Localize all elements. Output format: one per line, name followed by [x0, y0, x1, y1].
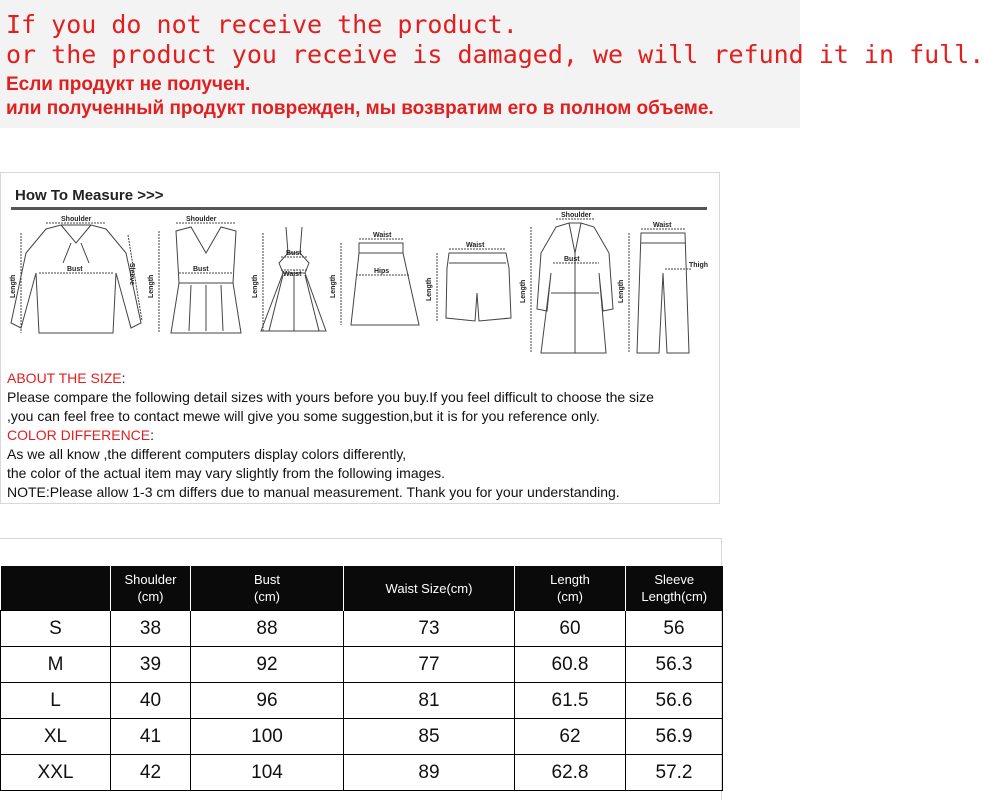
label-length: Length	[520, 279, 527, 303]
waist-cell: 73	[344, 611, 515, 647]
header-size	[1, 566, 111, 611]
label-waist: Waist	[466, 242, 485, 249]
table-row	[1, 683, 723, 719]
header-shoulder: Shoulder (cm)	[111, 566, 191, 611]
length-cell: 60.8	[515, 647, 626, 683]
shoulder-cell: 40	[111, 683, 191, 719]
length-cell: 60	[515, 611, 626, 647]
label-thigh: Thigh	[689, 262, 709, 269]
label-length: Length	[330, 274, 337, 298]
measurement-note: NOTE:Please allow 1-3 cm differs due to manual measurement. Thank you for your understanding.	[7, 484, 620, 500]
label-length: Length	[252, 274, 259, 298]
shoulder-cell: 41	[111, 719, 191, 755]
waist-cell: 89	[344, 755, 515, 791]
length-cell: 62.8	[515, 755, 626, 791]
bust-cell: 104	[191, 755, 344, 791]
header-length: Length (cm)	[515, 566, 626, 611]
header-bust: Bust (cm)	[191, 566, 344, 611]
size-table-header	[1, 566, 723, 611]
color-difference-heading: COLOR DIFFERENCE:	[7, 427, 155, 443]
label-length: Length	[10, 274, 17, 298]
coat-illustration	[520, 212, 613, 353]
banner-line-3: Если продукт не получен.	[6, 74, 251, 95]
label-hips: Hips	[374, 268, 390, 275]
bust-cell: 100	[191, 719, 344, 755]
table-row	[1, 719, 723, 755]
about-size-text-1: Please compare the following detail sizes with yours before you buy.If you feel difficult to choose the size	[7, 389, 654, 405]
sleeve-cell: 56.3	[626, 647, 723, 683]
waist-cell: 81	[344, 683, 515, 719]
sleeve-cell: 56.9	[626, 719, 723, 755]
bust-cell: 96	[191, 683, 344, 719]
sleeve-cell: 57.2	[626, 755, 723, 791]
size-cell: L	[1, 683, 111, 719]
refund-banner	[0, 0, 984, 128]
sleeve-cell: 56	[626, 611, 723, 647]
label-waist: Waist	[653, 222, 672, 229]
label-shoulder: Shoulder	[61, 216, 92, 223]
label-sleeve: Sleeve	[128, 263, 135, 286]
label-waist: Waist	[373, 232, 392, 239]
header-waist: Waist Size(cm)	[344, 566, 515, 611]
label-length: Length	[148, 274, 155, 298]
top-illustration	[148, 216, 241, 333]
how-to-measure-panel	[0, 172, 720, 504]
sleeve-cell: 56.6	[626, 683, 723, 719]
label-waist: Waist	[283, 271, 302, 278]
length-cell: 62	[515, 719, 626, 755]
banner-line-4: или полученный продукт поврежден, мы возвратим его в полном объеме.	[6, 98, 714, 119]
size-info-text	[7, 369, 654, 502]
size-cell: XL	[1, 719, 111, 755]
label-length: Length	[426, 277, 433, 301]
banner-line-1: If you do not receive the product.	[6, 10, 518, 39]
size-cell: XXL	[1, 755, 111, 791]
skirt-illustration	[330, 232, 419, 325]
size-cell: M	[1, 647, 111, 683]
label-bust: Bust	[286, 250, 302, 257]
measurement-illustrations	[1, 213, 721, 363]
shoulder-cell: 39	[111, 647, 191, 683]
label-bust: Bust	[193, 266, 209, 273]
color-difference-text-1: As we all know ,the different computers display colors differently,	[7, 446, 407, 462]
title-divider	[11, 207, 707, 210]
about-size-text-2: ,you can feel free to contact mewe will give you some suggestion,but it is for you reference only.	[7, 408, 600, 424]
label-bust: Bust	[564, 256, 580, 263]
label-bust: Bust	[67, 266, 83, 273]
about-size-heading: ABOUT THE SIZE:	[7, 370, 126, 386]
trousers-illustration	[618, 222, 708, 353]
bust-cell: 92	[191, 647, 344, 683]
shoulder-cell: 38	[111, 611, 191, 647]
table-row	[1, 611, 723, 647]
shorts-illustration	[426, 242, 511, 321]
label-shoulder: Shoulder	[561, 212, 592, 219]
shoulder-cell: 42	[111, 755, 191, 791]
header-sleeve: Sleeve Length(cm)	[626, 566, 723, 611]
table-row	[1, 647, 723, 683]
label-shoulder: Shoulder	[186, 216, 217, 223]
size-table	[0, 566, 723, 791]
length-cell: 61.5	[515, 683, 626, 719]
color-difference-text-2: the color of the actual item may vary slightly from the following images.	[7, 465, 446, 481]
banner-line-2: or the product you receive is damaged, we will refund it in full.	[6, 40, 984, 69]
waist-cell: 85	[344, 719, 515, 755]
label-length: Length	[618, 279, 625, 303]
table-row	[1, 755, 723, 791]
how-to-measure-title: How To Measure >>>	[15, 187, 164, 204]
blouse-illustration	[10, 216, 142, 333]
strap-dress-illustration	[252, 227, 326, 331]
size-cell: S	[1, 611, 111, 647]
bust-cell: 88	[191, 611, 344, 647]
waist-cell: 77	[344, 647, 515, 683]
